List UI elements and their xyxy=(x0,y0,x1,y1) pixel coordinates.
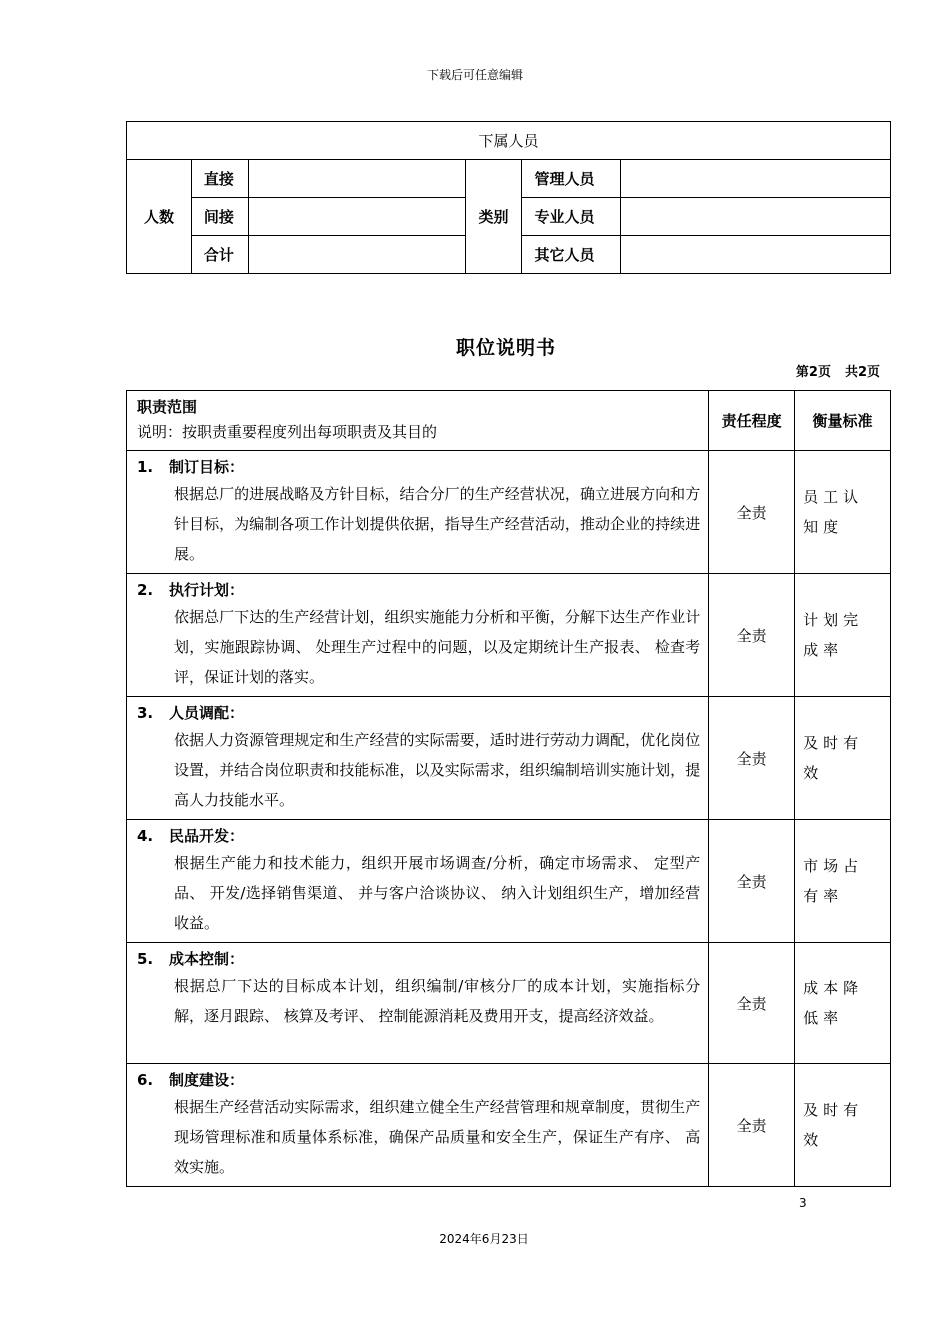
duty-number: 4. xyxy=(137,827,154,845)
subordinate-staff-table xyxy=(126,121,891,274)
duty-row xyxy=(127,574,891,697)
staff-total-value xyxy=(248,236,465,274)
duty-content xyxy=(127,697,709,820)
duty-title: 民品开发： xyxy=(169,827,245,845)
staff-row-direct: 直接 xyxy=(191,160,248,198)
duty-responsibility: 全责 xyxy=(709,943,795,1064)
duty-measure: 及时有效 xyxy=(795,697,891,820)
staff-count-label: 人数 xyxy=(127,160,192,274)
duty-body: 根据生产能力和技术能力，组织开展市场调查/分析，确定市场需求、 定型产品、 开发/选择销售渠道、 并与客户洽谈协议、 纳入计划组织生产，增加经营收益。 xyxy=(174,854,701,932)
duty-heading xyxy=(137,701,700,725)
duty-measure: 计划完成率 xyxy=(795,574,891,697)
duty-content xyxy=(127,451,709,574)
duty-number: 5. xyxy=(137,950,154,968)
header-note: 下载后可任意编辑 xyxy=(426,68,523,82)
duty-body: 依据人力资源管理规定和生产经营的实际需要，适时进行劳动力调配，优化岗位设置，并结合岗位职责和技能标准，以及实际需求，组织编制培训实施计划，提高人力技能水平。 xyxy=(174,731,701,809)
duty-heading xyxy=(137,455,700,479)
duty-responsibility: 全责 xyxy=(709,820,795,943)
duty-measure: 及时有效 xyxy=(795,1064,891,1187)
duty-content xyxy=(127,1064,709,1187)
staff-indirect-value xyxy=(248,198,465,236)
staff-table-title: 下属人员 xyxy=(127,122,891,160)
duty-heading xyxy=(137,578,700,602)
document-title: 职位说明书 xyxy=(455,337,556,359)
page-current: 第2页 xyxy=(795,365,831,380)
duty-number: 2. xyxy=(137,581,154,599)
duty-responsibility: 全责 xyxy=(709,697,795,820)
duty-heading xyxy=(137,824,700,848)
staff-row-indirect: 间接 xyxy=(191,198,248,236)
scope-header xyxy=(127,391,709,451)
staff-row-total: 合计 xyxy=(191,236,248,274)
duty-number: 1. xyxy=(137,458,154,476)
duty-row xyxy=(127,451,891,574)
duty-measure: 员工认知度 xyxy=(795,451,891,574)
duty-title: 执行计划： xyxy=(169,581,245,599)
duty-row xyxy=(127,943,891,1064)
duty-measure: 成本降低率 xyxy=(795,943,891,1064)
duty-body: 根据生产经营活动实际需求，组织建立健全生产经营管理和规章制度，贯彻生产现场管理标准和质量体系标准，确保产品质量和安全生产，保证生产有序、 高效实施。 xyxy=(174,1098,701,1176)
duty-responsibility: 全责 xyxy=(709,451,795,574)
duty-body: 根据总厂下达的目标成本计划，组织编制/审核分厂的成本计划，实施指标分解，逐月跟踪、 核算及考评、 控制能源消耗及费用开支，提高经济效益。 xyxy=(174,977,701,1025)
duty-body: 根据总厂的进展战略及方针目标，结合分厂的生产经营状况，确立进展方向和方针目标，为编制各项工作计划提供依据，指导生产经营活动，推动企业的持续进展。 xyxy=(174,485,701,563)
duty-responsibility: 全责 xyxy=(709,1064,795,1187)
duty-title: 制度建设： xyxy=(169,1071,245,1089)
staff-direct-value xyxy=(248,160,465,198)
duty-title: 人员调配： xyxy=(169,704,245,722)
staff-category-professional: 专业人员 xyxy=(522,198,621,236)
duty-number: 3. xyxy=(137,704,154,722)
duty-measure: 市场占有率 xyxy=(795,820,891,943)
footer-date: 2024年6月23日 xyxy=(439,1232,529,1246)
duty-heading xyxy=(137,947,700,971)
duty-row xyxy=(127,820,891,943)
page-number: 3 xyxy=(799,1196,807,1210)
duty-title: 成本控制： xyxy=(169,950,245,968)
staff-category-other: 其它人员 xyxy=(522,236,621,274)
page-total: 共2页 xyxy=(844,365,880,380)
staff-other-value xyxy=(621,236,891,274)
measure-header: 衡量标准 xyxy=(795,391,891,451)
duty-title: 制订目标： xyxy=(169,458,245,476)
staff-professional-value xyxy=(621,198,891,236)
page-info xyxy=(782,361,880,380)
duty-row xyxy=(127,1064,891,1187)
staff-category-management: 管理人员 xyxy=(522,160,621,198)
duty-responsibility: 全责 xyxy=(709,574,795,697)
duty-number: 6. xyxy=(137,1071,154,1089)
scope-description: 说明：按职责重要程度列出每项职责及其目的 xyxy=(137,423,438,441)
responsibility-header: 责任程度 xyxy=(709,391,795,451)
duty-body: 依据总厂下达的生产经营计划，组织实施能力分析和平衡，分解下达生产作业计划，实施跟踪协调、 处理生产过程中的问题，以及定期统计生产报表、 检查考评，保证计划的落实。 xyxy=(174,608,701,686)
duties-table xyxy=(126,390,891,1187)
duty-content xyxy=(127,574,709,697)
duty-row xyxy=(127,697,891,820)
staff-management-value xyxy=(621,160,891,198)
staff-category-label: 类别 xyxy=(465,160,522,274)
duty-heading xyxy=(137,1068,700,1092)
duty-content xyxy=(127,943,709,1064)
duty-content xyxy=(127,820,709,943)
scope-title: 职责范围 xyxy=(137,398,198,416)
